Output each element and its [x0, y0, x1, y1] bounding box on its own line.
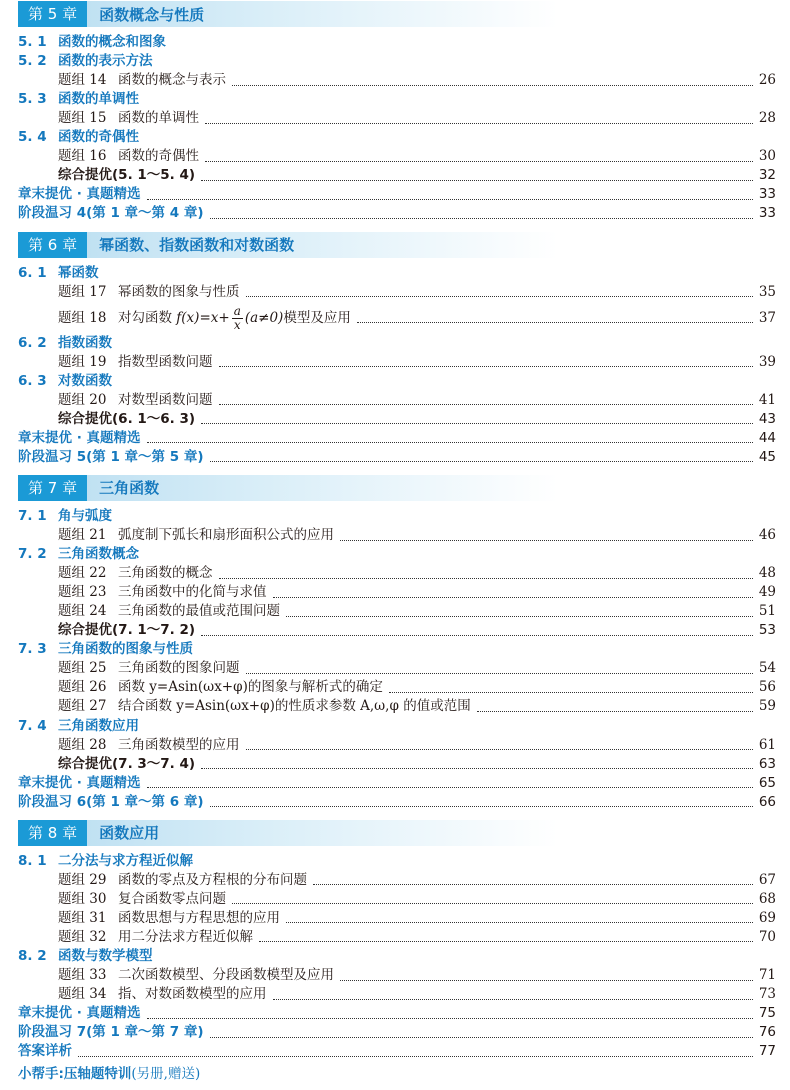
- dot-leader: [201, 634, 753, 636]
- tail-title: 阶段温习 6(第 1 章～第 6 章): [18, 793, 204, 810]
- dot-leader: [201, 422, 753, 424]
- exercise-group-label: 题组 33: [58, 967, 107, 984]
- chapter-tail-row[interactable]: [0, 429, 790, 448]
- section-heading: [0, 264, 790, 283]
- toc-entry: [58, 890, 776, 909]
- dot-leader: [219, 365, 753, 367]
- dot-leader: [273, 596, 753, 598]
- section-title: 幂函数: [58, 264, 99, 281]
- exercise-group-label: 题组 28: [58, 736, 107, 753]
- section-title: 函数的单调性: [58, 91, 139, 108]
- toc-entry: [58, 755, 776, 774]
- chapter-number-badge: 第 7 章: [18, 475, 87, 501]
- toc-entry: [18, 774, 776, 793]
- toc-entry: [58, 736, 776, 755]
- exercise-row[interactable]: [0, 602, 790, 621]
- fraction-denominator: x: [233, 317, 241, 332]
- chapter-number-badge: 第 6 章: [18, 232, 87, 258]
- chapter-number-badge: 第 5 章: [18, 1, 87, 27]
- exercise-title: 三角函数模型的应用: [118, 736, 240, 753]
- chapter-title: 三角函数: [99, 479, 160, 498]
- section-title: 函数的概念和图象: [58, 34, 166, 50]
- exercise-group-label: 题组 18: [58, 309, 107, 326]
- section-heading: [0, 640, 790, 659]
- page-number: 39: [758, 353, 776, 370]
- tail-title: 答案详析: [18, 1043, 72, 1060]
- toc-entry: [18, 1042, 776, 1061]
- dot-leader: [147, 786, 753, 788]
- chapter-header: [18, 1, 558, 27]
- chapter-number-badge: 第 8 章: [18, 820, 87, 846]
- section-number: 5. 4: [18, 129, 47, 146]
- toc-entry: [18, 1004, 776, 1023]
- exercise-group-label: 题组 32: [58, 928, 107, 945]
- page-number: 59: [758, 698, 776, 715]
- exercise-row[interactable]: [0, 109, 790, 128]
- exercise-row[interactable]: [0, 736, 790, 755]
- page-number: 30: [758, 148, 776, 165]
- exercise-title: 三角函数的最值或范围问题: [118, 603, 280, 620]
- exercise-title: 弧度制下弧长和扇形面积公式的应用: [118, 527, 334, 543]
- chapter-tail-row[interactable]: [0, 204, 790, 223]
- exercise-group-label: 题组 30: [58, 890, 107, 907]
- dot-leader: [147, 1017, 753, 1019]
- exercise-group-label: 题组 16: [58, 148, 107, 165]
- section-number: 6. 2: [18, 334, 47, 351]
- section-title: 函数的奇偶性: [58, 129, 139, 146]
- exercise-title: 用二分法求方程近似解: [118, 928, 253, 945]
- dot-leader: [210, 460, 753, 462]
- toc-entry: [58, 678, 776, 697]
- exercise-title: 指、对数函数模型的应用: [118, 986, 267, 1003]
- toc-entry: [18, 204, 776, 223]
- page-number: 67: [758, 871, 776, 888]
- chapter-header: [18, 820, 558, 846]
- dot-leader: [246, 672, 753, 674]
- page-number: 68: [758, 890, 776, 907]
- exercise-title: 函数的单调性: [118, 110, 199, 127]
- section-heading: [0, 372, 790, 391]
- chapter-tail-row[interactable]: [0, 774, 790, 793]
- dot-leader: [78, 1055, 753, 1057]
- exercise-row[interactable]: [0, 283, 790, 302]
- exercise-group-label: 题组 15: [58, 110, 107, 127]
- summary-title: 综合提优(7. 1～7. 2): [58, 622, 196, 639]
- exercise-title: 三角函数的图象问题: [118, 660, 240, 677]
- dot-leader: [389, 691, 753, 693]
- page-number: 37: [758, 309, 776, 326]
- dot-leader: [477, 710, 753, 712]
- toc-entry: [58, 109, 776, 128]
- page-number: 54: [758, 660, 776, 677]
- dot-leader: [201, 767, 753, 769]
- dot-leader: [205, 160, 753, 162]
- toc-entry: [58, 353, 776, 372]
- chapter-tail-row[interactable]: [0, 1004, 790, 1023]
- page-number: 35: [758, 283, 776, 300]
- fraction: [232, 305, 243, 332]
- exercise-title: 结合函数 y=Asin(ωx+φ)的性质求参数 A,ω,φ 的值或范围: [118, 698, 471, 715]
- section-number: 8. 2: [18, 948, 47, 964]
- tail-title: 章末提优 · 真题精选: [18, 1005, 141, 1022]
- page-number: 28: [758, 110, 776, 127]
- toc-entry: [58, 583, 776, 602]
- section-number: 6. 3: [18, 372, 47, 389]
- toc-entry: [58, 564, 776, 583]
- chapter-header: [18, 475, 558, 501]
- page-number: 71: [758, 967, 776, 984]
- dot-leader: [232, 902, 753, 904]
- exercise-title: 函数的概念与表示: [118, 72, 226, 89]
- section-title: 二分法与求方程近似解: [58, 852, 193, 869]
- chapter-tail-row[interactable]: [0, 185, 790, 204]
- dot-leader: [201, 179, 753, 181]
- section-heading: [0, 852, 790, 871]
- summary-row[interactable]: [0, 621, 790, 640]
- page-number: 41: [758, 391, 776, 408]
- toc-entry: [18, 429, 776, 448]
- section-title: 函数的表示方法: [58, 53, 153, 70]
- section-number: 5. 3: [18, 91, 47, 108]
- page-number: 73: [758, 986, 776, 1003]
- section-heading: [0, 334, 790, 353]
- dot-leader: [259, 940, 753, 942]
- toc-entry: [58, 391, 776, 410]
- section-heading: [0, 947, 790, 966]
- exercise-title: [118, 302, 351, 334]
- dot-leader: [340, 539, 753, 541]
- exercise-group-label: 题组 27: [58, 698, 107, 715]
- exercise-title: 三角函数中的化简与求值: [118, 584, 267, 601]
- section-number: 5. 1: [18, 34, 47, 50]
- dot-leader: [246, 748, 753, 750]
- helper-note: (另册,赠送): [131, 1066, 201, 1082]
- page-number: 33: [758, 186, 776, 203]
- summary-row[interactable]: [0, 755, 790, 774]
- exercise-title: 指数型函数问题: [118, 353, 213, 370]
- exercise-row[interactable]: [0, 353, 790, 372]
- page-number: 69: [758, 909, 776, 926]
- exercise-title: 复合函数零点问题: [118, 890, 226, 907]
- dot-leader: [246, 295, 753, 297]
- section-heading: [0, 717, 790, 736]
- exercise-group-label: 题组 17: [58, 283, 107, 300]
- exercise-row[interactable]: [0, 302, 790, 334]
- fraction-numerator: a: [233, 303, 241, 318]
- section-heading: [0, 545, 790, 564]
- section-title: 指数函数: [58, 334, 112, 351]
- section-number: 7. 2: [18, 546, 47, 563]
- exercise-row[interactable]: [0, 583, 790, 602]
- exercise-group-label: 题组 29: [58, 871, 107, 888]
- exercise-title: 函数的奇偶性: [118, 148, 199, 165]
- exercise-row[interactable]: [0, 890, 790, 909]
- section-heading: [0, 90, 790, 109]
- dot-leader: [210, 217, 753, 219]
- section-title: 对数函数: [58, 372, 112, 389]
- section-number: 6. 1: [18, 264, 47, 281]
- page-number: 75: [758, 1005, 776, 1022]
- toc-entry: [58, 928, 776, 947]
- section-number: 5. 2: [18, 53, 47, 70]
- section-heading: [0, 507, 790, 526]
- dot-leader: [357, 321, 753, 323]
- page-number: 26: [758, 72, 776, 89]
- dot-leader: [273, 998, 753, 1000]
- exercise-row[interactable]: [0, 871, 790, 890]
- page-number: 61: [758, 736, 776, 753]
- section-heading: [0, 128, 790, 147]
- exercise-row[interactable]: [0, 659, 790, 678]
- page-number: 76: [758, 1024, 776, 1041]
- exercise-group-label: 题组 24: [58, 603, 107, 620]
- formula-condition: (a≠0): [244, 309, 284, 326]
- helper-label: 小帮手:压轴题特训: [18, 1066, 132, 1082]
- dot-leader: [205, 122, 753, 124]
- page-number: 65: [758, 774, 776, 791]
- toc-entry: [18, 448, 776, 467]
- exercise-group-label: 题组 19: [58, 353, 107, 370]
- page-number: 77: [758, 1043, 776, 1060]
- exercise-group-label: 题组 14: [58, 72, 107, 89]
- summary-title: 综合提优(7. 3～7. 4): [58, 755, 196, 772]
- exercise-row[interactable]: [0, 928, 790, 947]
- section-title: 三角函数应用: [58, 717, 139, 734]
- tail-title: 阶段温习 7(第 1 章～第 7 章): [18, 1024, 204, 1041]
- page-number: 32: [758, 167, 776, 184]
- toc-entry: [58, 966, 776, 985]
- section-number: 7. 3: [18, 641, 47, 658]
- exercise-title: 函数思想与方程思想的应用: [118, 909, 280, 926]
- toc-entry: [58, 71, 776, 90]
- exercise-group-label: 题组 20: [58, 391, 107, 408]
- chapter-title: 函数应用: [99, 824, 160, 843]
- page-number: 51: [758, 603, 776, 620]
- section-title: 函数与数学模型: [58, 948, 153, 964]
- exercise-title: 幂函数的图象与性质: [118, 283, 240, 300]
- toc-entry: [58, 283, 776, 302]
- dot-leader: [232, 84, 753, 86]
- exercise-group-label: 题组 22: [58, 565, 107, 582]
- toc-entry: [58, 526, 776, 545]
- page-number: 33: [758, 205, 776, 222]
- page-number: 43: [758, 410, 776, 427]
- section-heading: [0, 52, 790, 71]
- page-number: 53: [758, 622, 776, 639]
- dot-leader: [313, 883, 753, 885]
- section-title: 三角函数概念: [58, 546, 139, 563]
- summary-title: 综合提优(6. 1～6. 3): [58, 410, 196, 427]
- exercise-group-label: 题组 31: [58, 909, 107, 926]
- section-title: 角与弧度: [58, 507, 112, 524]
- toc-entry: [58, 985, 776, 1004]
- tail-title: 章末提优 · 真题精选: [18, 429, 141, 446]
- toc-entry: [58, 909, 776, 928]
- exercise-row[interactable]: [0, 564, 790, 583]
- exercise-row[interactable]: [0, 966, 790, 985]
- toc-entry: [58, 697, 776, 716]
- dot-leader: [340, 979, 753, 981]
- page-number: 56: [758, 679, 776, 696]
- toc-entry: [58, 871, 776, 890]
- summary-title: 综合提优(5. 1～5. 4): [58, 167, 196, 184]
- page-number: 66: [758, 793, 776, 810]
- chapter-title: 幂函数、指数函数和对数函数: [99, 236, 295, 254]
- tail-title: 阶段温习 4(第 1 章～第 4 章): [18, 205, 204, 222]
- toc-entry: [18, 185, 776, 204]
- exercise-title: 函数的零点及方程根的分布问题: [118, 871, 307, 888]
- exercise-group-label: 题组 21: [58, 527, 107, 543]
- title-text: 对勾函数: [118, 309, 177, 326]
- exercise-row[interactable]: [0, 526, 790, 545]
- title-text: 模型及应用: [283, 309, 351, 326]
- page-number: 44: [758, 429, 776, 446]
- exercise-row[interactable]: [0, 71, 790, 90]
- chapter-tail-row[interactable]: [0, 793, 790, 812]
- toc-entry: [58, 166, 776, 185]
- page-number: 48: [758, 565, 776, 582]
- section-number: 7. 1: [18, 507, 47, 524]
- dot-leader: [219, 403, 753, 405]
- page-number: 49: [758, 584, 776, 601]
- section-heading: [0, 33, 790, 52]
- toc-entry: [58, 302, 776, 334]
- exercise-row[interactable]: [0, 678, 790, 697]
- toc-entry: [18, 1023, 776, 1042]
- exercise-group-label: 题组 25: [58, 660, 107, 677]
- exercise-group-label: 题组 23: [58, 584, 107, 601]
- tail-title: 章末提优 · 真题精选: [18, 186, 141, 203]
- exercise-title: 函数 y=Asin(ωx+φ)的图象与解析式的确定: [118, 679, 383, 696]
- dot-leader: [210, 805, 753, 807]
- tail-title: 章末提优 · 真题精选: [18, 774, 141, 791]
- page-number: 63: [758, 755, 776, 772]
- dot-leader: [286, 615, 753, 617]
- toc-entry: [58, 147, 776, 166]
- section-number: 8. 1: [18, 852, 47, 869]
- exercise-title: 对数型函数问题: [118, 391, 213, 408]
- page-number: 46: [758, 527, 776, 543]
- toc-entry: [18, 793, 776, 812]
- toc-entry: [58, 410, 776, 429]
- page-number: 70: [758, 928, 776, 945]
- exercise-title: 二次函数模型、分段函数模型及应用: [118, 967, 334, 984]
- section-number: 7. 4: [18, 717, 47, 734]
- chapter-tail-row[interactable]: [0, 1042, 790, 1061]
- dot-leader: [147, 441, 753, 443]
- dot-leader: [219, 577, 753, 579]
- exercise-group-label: 题组 26: [58, 679, 107, 696]
- chapter-title: 函数概念与性质: [99, 5, 205, 24]
- dot-leader: [286, 921, 753, 923]
- toc-entry: [58, 659, 776, 678]
- summary-row[interactable]: [0, 166, 790, 185]
- summary-row[interactable]: [0, 410, 790, 429]
- chapter-header: [18, 232, 558, 258]
- exercise-title: 三角函数的概念: [118, 565, 213, 582]
- page-number: 45: [758, 448, 776, 465]
- toc-entry: [58, 621, 776, 640]
- helper-booklet-note: [18, 1062, 200, 1082]
- exercise-row[interactable]: [0, 391, 790, 410]
- exercise-row[interactable]: [0, 909, 790, 928]
- exercise-row[interactable]: [0, 147, 790, 166]
- dot-leader: [210, 1036, 753, 1038]
- formula: f(x)=x+: [176, 309, 230, 326]
- exercise-group-label: 题组 34: [58, 986, 107, 1003]
- chapter-tail-row[interactable]: [0, 1023, 790, 1042]
- tail-title: 阶段温习 5(第 1 章～第 5 章): [18, 448, 204, 465]
- exercise-row[interactable]: [0, 985, 790, 1004]
- exercise-row[interactable]: [0, 697, 790, 716]
- dot-leader: [147, 198, 753, 200]
- chapter-tail-row[interactable]: [0, 448, 790, 467]
- toc-entry: [58, 602, 776, 621]
- section-title: 三角函数的图象与性质: [58, 641, 193, 658]
